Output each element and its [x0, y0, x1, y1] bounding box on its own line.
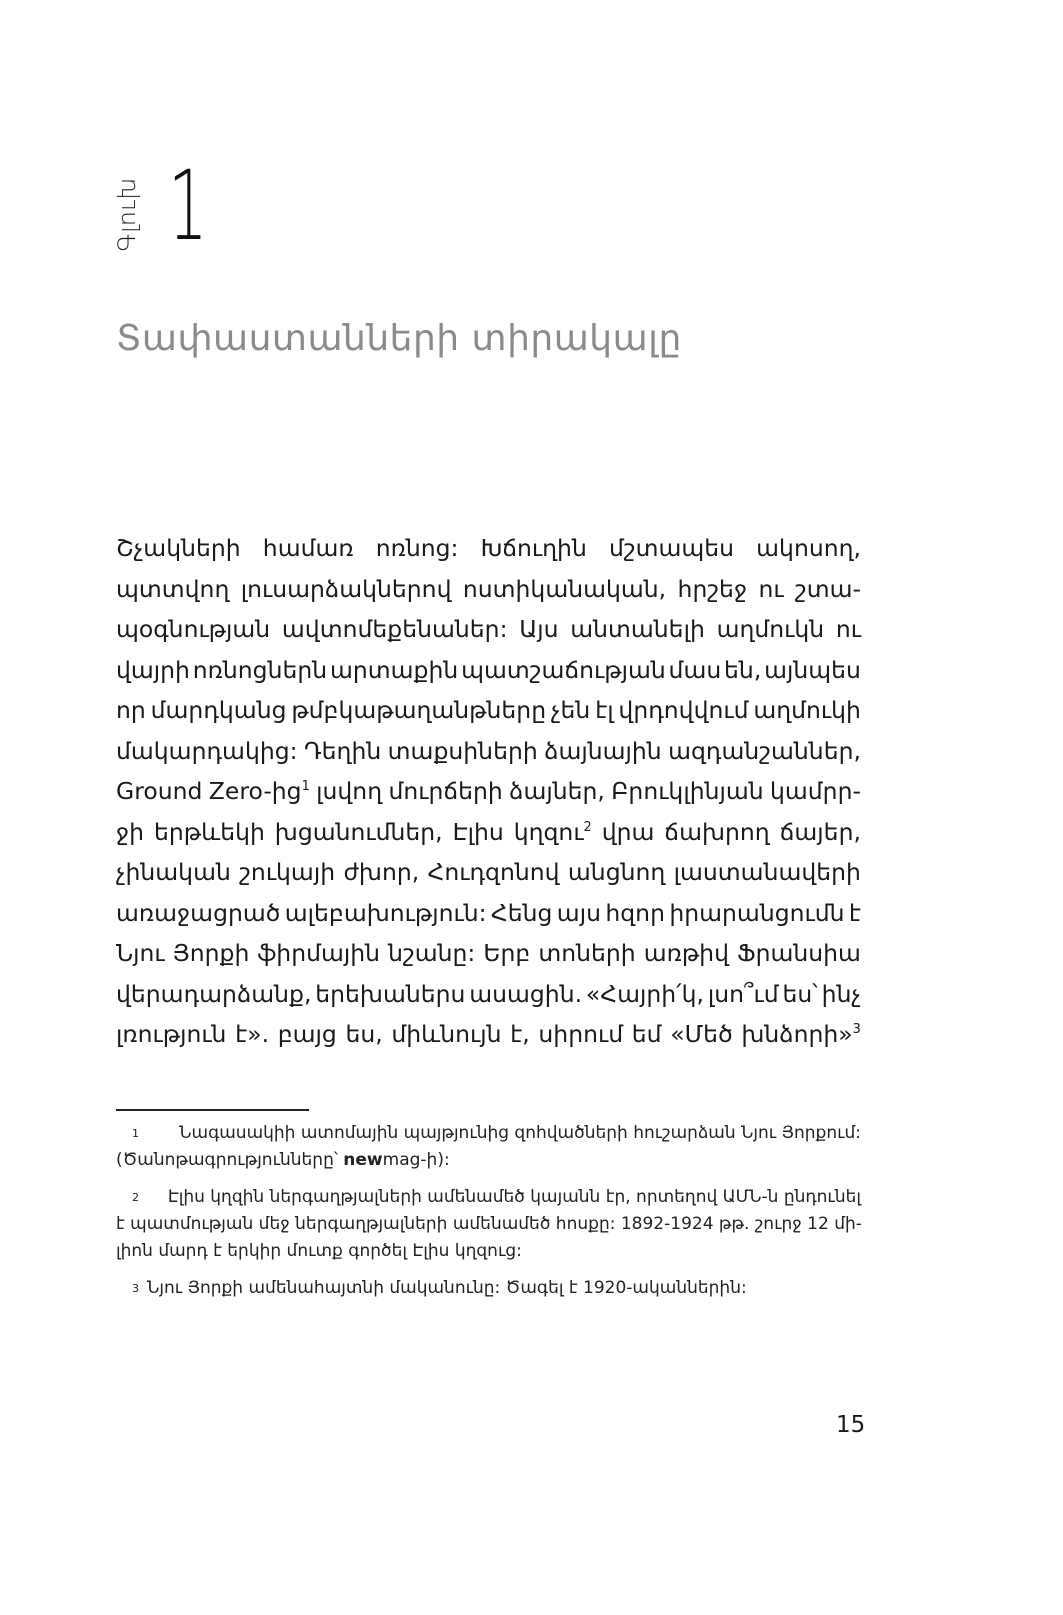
word: չինական	[116, 858, 231, 886]
word: միևնույն	[391, 1020, 502, 1048]
word: Ground	[116, 777, 203, 805]
word: ջի	[116, 817, 145, 846]
footnote-2	[116, 1184, 861, 1265]
word: ալեբախություն:	[284, 898, 487, 927]
word: առթիվ	[643, 939, 729, 967]
word: այնպես	[764, 655, 861, 684]
word: Երբ	[483, 939, 531, 967]
footnote-number: 3	[132, 1282, 139, 1295]
footnote-3	[116, 1275, 861, 1302]
word: ոստիկանական,	[462, 574, 667, 603]
word: լսո՞ւմ	[707, 979, 779, 1008]
word: եմ	[631, 1020, 662, 1048]
body-line	[116, 771, 861, 812]
word: ես,	[345, 1020, 383, 1048]
word: ես՝	[782, 979, 818, 1008]
word: որ	[116, 696, 146, 724]
word: վերադարձանք,	[116, 979, 312, 1008]
word: մշտապես	[608, 534, 735, 562]
word: լռություն	[116, 1020, 227, 1048]
word: երեխաներս	[315, 979, 466, 1008]
word: բայց	[277, 1020, 337, 1048]
footnote-text: լիոն մարդ է երկիր մուտք գործել Էլիս կղզուց:	[116, 1241, 522, 1261]
body-line	[116, 569, 861, 610]
word: խցանումներ,	[274, 817, 443, 846]
word: տաքսիների	[387, 736, 538, 765]
word: շուկայի	[239, 858, 336, 886]
word: վայրի	[116, 655, 190, 684]
word: վրա	[601, 817, 655, 846]
footnote-line	[116, 1120, 861, 1147]
word: է,	[510, 1020, 530, 1048]
body-line	[116, 974, 861, 1015]
footnote-text: Էլիս կղզին ներգաղթյալների ամենամեծ կայանն էր, որտեղով ԱՄՆ-ն ընդունել	[167, 1187, 861, 1207]
word: իրարանցումն	[669, 898, 845, 927]
word: աղմուկի	[753, 696, 861, 724]
word: վրդովվում	[618, 696, 749, 724]
word: ճախրող	[664, 817, 770, 846]
footnote-ref[interactable]: 3	[852, 1022, 861, 1038]
word: առաջացրած	[116, 898, 281, 927]
body-line	[116, 609, 861, 650]
word: սիրում	[538, 1020, 624, 1048]
word: ինչ	[821, 979, 861, 1008]
word: տոների	[538, 939, 636, 967]
word: մաս	[668, 655, 722, 684]
body-line	[116, 690, 861, 731]
word: անցնող	[567, 858, 666, 886]
footnote-line	[116, 1275, 861, 1302]
body-line	[116, 731, 861, 772]
word: ձայներ,	[509, 777, 605, 805]
word: թմբկաթաղանթները	[291, 696, 547, 724]
word: ավտոմեքենաներ:	[281, 615, 508, 643]
word: Ֆրանսիա	[737, 939, 861, 967]
footnote-line	[116, 1238, 861, 1265]
brand-bold: new	[343, 1150, 383, 1170]
chapter-title: Տափաստանների տիրակալը	[116, 318, 682, 359]
footnote-line	[116, 1147, 861, 1174]
footnote-number: 1	[132, 1127, 139, 1140]
word: ու	[758, 574, 784, 603]
word: էլ	[595, 696, 614, 724]
word: «Մեծ	[670, 1020, 733, 1048]
footnote-ref[interactable]: 2	[583, 819, 592, 835]
word: այս	[556, 898, 601, 927]
word: ազդանշաններ,	[668, 736, 861, 765]
body-line	[116, 812, 861, 853]
word: Դեղին	[303, 736, 382, 765]
word: են,	[724, 655, 762, 684]
word: ակոսող,	[756, 534, 861, 562]
footnote-line	[116, 1184, 861, 1211]
word: Էլիս	[452, 817, 504, 846]
word: Շչակների	[116, 534, 241, 562]
body-line	[116, 933, 861, 974]
chapter-number: 1	[168, 150, 208, 262]
word: ու	[835, 615, 861, 643]
word: մակարդակից:	[116, 736, 298, 765]
word: արտաքին	[329, 655, 459, 684]
word: Բրուկլինյան	[611, 777, 764, 805]
word: հրշեջ	[677, 574, 748, 603]
word: Zero-ից$^1$	[208, 777, 310, 805]
word: է	[848, 898, 861, 927]
word: ձայնային	[544, 736, 662, 765]
footnote-text: Նագասակիի ատոմային պայթյունից զոհվածների հուշարձան Նյու Յորքում:	[179, 1123, 861, 1143]
word: պտտվող	[116, 574, 230, 603]
body-text	[116, 528, 861, 1055]
word: Այս	[519, 615, 559, 643]
footnote-1	[116, 1120, 861, 1174]
word: ֆիրմային	[257, 939, 381, 967]
footnote-line	[116, 1211, 861, 1238]
word: է».	[235, 1020, 270, 1048]
word: ժխոր,	[343, 858, 420, 886]
word: Հենց	[490, 898, 553, 927]
word: աղմուկն	[716, 615, 825, 643]
footnotes	[116, 1120, 861, 1312]
word: շտա-	[795, 574, 861, 603]
word: ասացին.	[469, 979, 583, 1008]
body-line	[116, 1014, 861, 1055]
word: լաստանավերի	[673, 858, 861, 886]
chapter-label-text: Գլուխ	[113, 178, 141, 252]
word: պատշաճության	[461, 655, 666, 684]
word: համառ	[262, 534, 354, 562]
footnote-text: Նյու Յորքի ամենահայտնի մականունը: Ծագել է 1920-ականներին:	[147, 1278, 747, 1298]
body-line	[116, 650, 861, 691]
word: հզոր	[605, 898, 665, 927]
body-line	[116, 893, 861, 934]
page-number: 15	[836, 1412, 866, 1438]
word: Հուդզոնով	[427, 858, 560, 886]
word: Նյու	[116, 939, 165, 967]
word: նշանը:	[388, 939, 476, 967]
word: խնձորի»$^3$	[741, 1020, 861, 1048]
word: կամրր-	[770, 777, 861, 805]
word: մարդկանց	[150, 696, 287, 724]
word: չեն	[550, 696, 591, 724]
body-line	[116, 528, 861, 569]
word: Յորքի	[172, 939, 250, 967]
word: պօգնության	[116, 615, 271, 643]
word: ոռնոցներն	[192, 655, 328, 684]
footnote-text: (Ծանոթագրությունները՝ newmag-ի):	[116, 1150, 450, 1170]
word: լսվող	[316, 777, 383, 805]
body-line	[116, 852, 861, 893]
footnote-text: է պատմության մեջ ներգաղթյալների ամենամեծ հոսքը: 1892-1924 թթ. շուրջ 12 մի-	[116, 1214, 862, 1234]
footnote-number: 2	[132, 1191, 139, 1204]
word: «Հայրի՛կ,	[585, 979, 705, 1008]
word: մուրճերի	[388, 777, 503, 805]
word: ոռնոց:	[375, 534, 459, 562]
word: Խճուղին	[480, 534, 587, 562]
word: լուսարձակներով	[240, 574, 452, 603]
word: ճայեր,	[779, 817, 861, 846]
word: երթևեկի	[153, 817, 265, 846]
word: կղզու$^2$	[513, 817, 592, 846]
chapter-label	[112, 175, 142, 255]
footnote-ref[interactable]: 1	[301, 779, 310, 795]
word: անտանելի	[570, 615, 705, 643]
footnote-divider	[116, 1109, 309, 1111]
